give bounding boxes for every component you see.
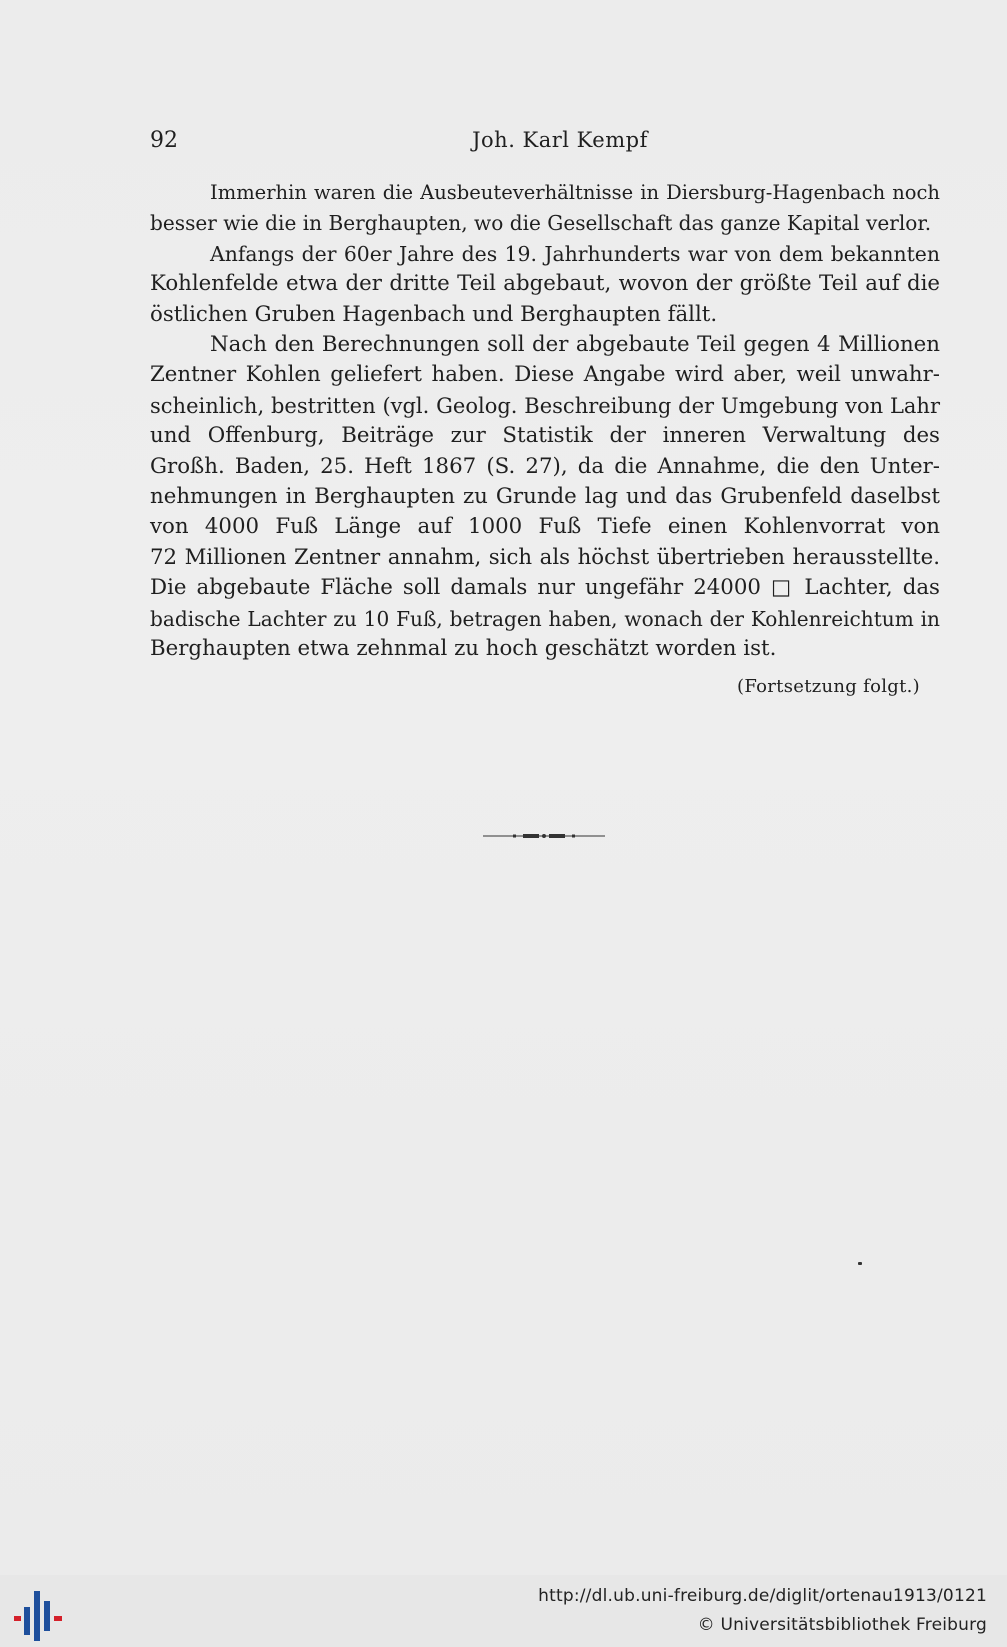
text-line: Die abgebaute Fläche soll damals nur ungefähr 24000 □ Lachter, das xyxy=(150,575,940,601)
text-line: Berghaupten etwa zehnmal zu hoch geschätzt worden ist. xyxy=(150,636,777,662)
paragraph-1 xyxy=(150,178,940,239)
paragraph-3 xyxy=(150,330,940,664)
text-line: Immerhin waren die Ausbeuteverhältnisse in Diersburg-Hagenbach noch xyxy=(210,181,940,204)
text-line: scheinlich, bestritten (vgl. Geolog. Beschreibung der Umgebung von Lahr xyxy=(150,393,940,418)
ub-freiburg-logo-icon xyxy=(14,1591,62,1641)
body-text xyxy=(150,178,940,665)
scan-speck xyxy=(858,1262,862,1265)
source-url-link[interactable]: http://dl.ub.uni-freiburg.de/diglit/ortenau1913/0121 xyxy=(538,1586,987,1606)
text-line: Großh. Baden, 25. Heft 1867 (S. 27), da die Annahme, die den Unter- xyxy=(150,453,940,479)
page-header xyxy=(150,128,940,158)
text-line: östlichen Gruben Hagenbach und Berghaupten fällt. xyxy=(150,301,718,327)
paragraph-2 xyxy=(150,239,940,330)
text-line: von 4000 Fuß Länge auf 1000 Fuß Tiefe einen Kohlenvorrat von xyxy=(150,514,940,540)
ornament-divider-icon xyxy=(483,832,605,840)
text-line: nehmungen in Berghaupten zu Grunde lag und das Grubenfeld daselbst xyxy=(150,484,940,510)
copyright-notice: © Universitätsbibliothek Freiburg xyxy=(697,1615,987,1635)
text-line: Anfangs der 60er Jahre des 19. Jahrhunderts war von dem bekannten xyxy=(210,241,940,266)
text-line: 72 Millionen Zentner annahm, sich als höchst übertrieben herausstellte. xyxy=(150,544,940,570)
running-head: Joh. Karl Kempf xyxy=(472,128,648,152)
text-line: und Offenburg, Beiträge zur Statistik der inneren Verwaltung des xyxy=(150,423,940,449)
text-line: Nach den Berechnungen soll der abgebaute Teil gegen 4 Millionen xyxy=(210,332,940,358)
text-line: Kohlenfelde etwa der dritte Teil abgebaut, wovon der größte Teil auf die xyxy=(150,271,940,297)
continuation-note: (Fortsetzung folgt.) xyxy=(737,676,920,697)
page-number: 92 xyxy=(150,128,178,153)
text-line: badische Lachter zu 10 Fuß, betragen haben, wonach der Kohlenreichtum in xyxy=(150,606,940,631)
footer-bar xyxy=(0,1575,1007,1647)
text-line: Zentner Kohlen geliefert haben. Diese Angabe wird aber, weil unwahr- xyxy=(150,362,940,388)
text-line: besser wie die in Berghaupten, wo die Gesellschaft das ganze Kapital verlor. xyxy=(150,211,932,236)
